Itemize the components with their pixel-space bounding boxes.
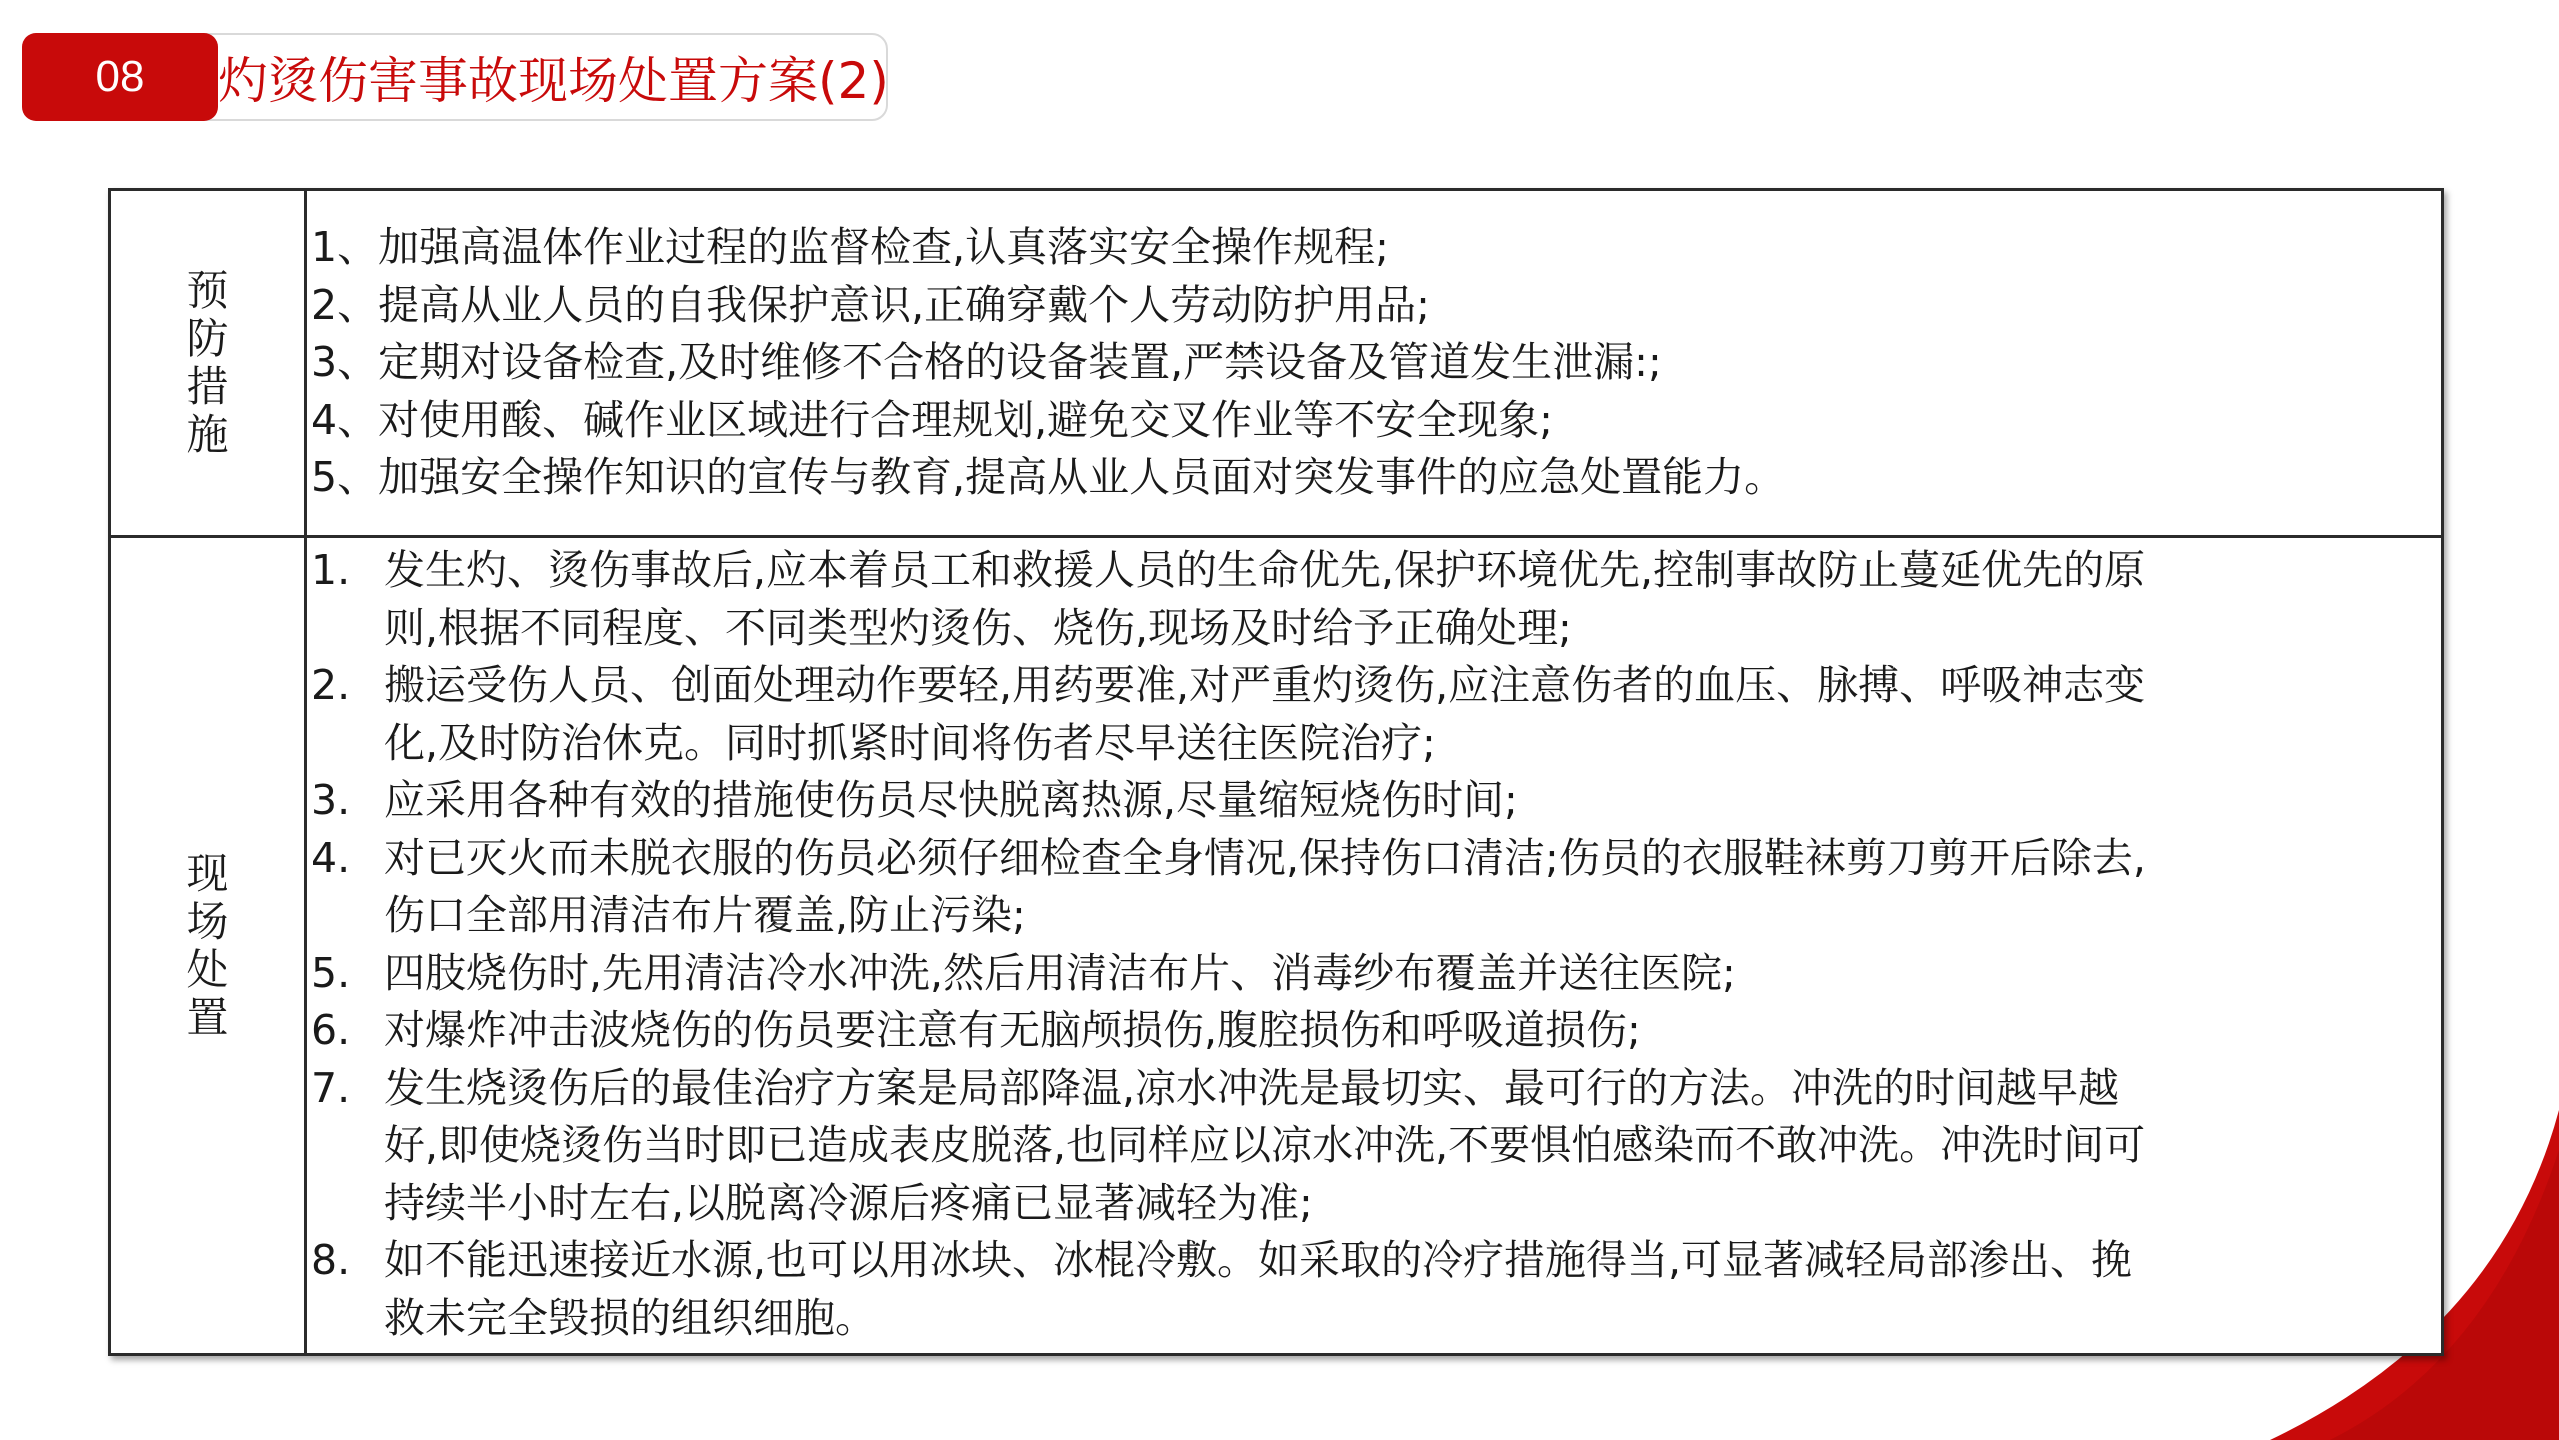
list-item	[311, 542, 2435, 657]
list-item: 3、定期对设备检查,及时维修不合格的设备装置,严禁设备及管道发生泄漏:;	[311, 338, 1662, 386]
item-line: 对爆炸冲击波烧伤的伤员要注意有无脑颅损伤,腹腔损伤和呼吸道损伤;	[384, 1006, 1641, 1054]
list-item	[311, 1232, 2435, 1347]
row-label-cell	[111, 191, 307, 535]
item-line: 应采用各种有效的措施使伤员尽快脱离热源,尽量缩短烧伤时间;	[384, 776, 1518, 824]
list-item: 4、对使用酸、碱作业区域进行合理规划,避免交叉作业等不安全现象;	[311, 395, 1553, 444]
item-number: 1.	[311, 546, 351, 594]
item-number: 8.	[311, 1236, 351, 1284]
row-label: 预防措施	[186, 266, 229, 459]
section-number-badge: 08	[22, 33, 218, 121]
item-number: 5.	[311, 948, 351, 997]
table-row-onsite	[111, 538, 2441, 1353]
item-number: 3.	[311, 776, 351, 824]
item-line: 则,根据不同程度、不同类型灼烫伤、烧伤,现场及时给予正确处理;	[384, 603, 1572, 652]
item-line: 发生灼、烫伤事故后,应本着员工和救援人员的生命优先,保护环境优先,控制事故防止蔓延优先的原	[384, 546, 2146, 594]
item-line: 如不能迅速接近水源,也可以用冰块、冰棍冷敷。如采取的冷疗措施得当,可显著减轻局部渗出、挽	[384, 1236, 2133, 1284]
list-item	[311, 657, 2435, 772]
row-label-cell	[111, 538, 307, 1353]
item-line: 搬运受伤人员、创面处理动作要轻,用药要准,对严重灼烫伤,应注意伤者的血压、脉搏、呼吸神志变	[384, 661, 2146, 709]
list-item	[311, 772, 2435, 830]
procedure-table	[108, 188, 2444, 1356]
list-item: 2、提高从业人员的自我保护意识,正确穿戴个人劳动防护用品;	[311, 280, 1430, 329]
row-content-cell	[307, 191, 2441, 535]
item-line: 持续半小时左右,以脱离冷源后疼痛已显著减轻为准;	[384, 1178, 1313, 1227]
item-number: 6.	[311, 1006, 351, 1054]
item-line: 好,即使烧烫伤当时即已造成表皮脱落,也同样应以凉水冲洗,不要惧怕感染而不敢冲洗。冲洗时间可	[384, 1121, 2146, 1169]
list-item	[311, 1002, 2435, 1060]
row-content-cell	[307, 538, 2441, 1353]
table-row-prevention	[111, 191, 2441, 538]
list-item	[311, 1060, 2435, 1233]
item-number: 4.	[311, 833, 351, 882]
item-line: 对已灭火而未脱衣服的伤员必须仔细检查全身情况,保持伤口清洁;伤员的衣服鞋袜剪刀剪开后除去,	[384, 833, 2146, 882]
item-line: 四肢烧伤时,先用清洁冷水冲洗,然后用清洁布片、消毒纱布覆盖并送往医院;	[384, 948, 1736, 997]
item-line: 化,及时防治休克。同时抓紧时间将伤者尽早送往医院治疗;	[384, 718, 1436, 767]
item-line: 伤口全部用清洁布片覆盖,防止污染;	[384, 891, 1026, 939]
item-line: 救未完全毁损的组织细胞。	[384, 1293, 876, 1342]
list-item	[311, 945, 2435, 1003]
list-item: 1、加强高温体作业过程的监督检查,认真落实安全操作规程;	[311, 223, 1389, 271]
list-item	[311, 830, 2435, 945]
item-number: 7.	[311, 1063, 351, 1112]
list-item: 5、加强安全操作知识的宣传与教育,提高从业人员面对突发事件的应急处置能力。	[311, 453, 1786, 501]
row-label: 现场处置	[186, 848, 229, 1042]
page-title: 灼烫伤害事故现场处置方案(2)	[218, 52, 889, 110]
item-line: 发生烧烫伤后的最佳治疗方案是局部降温,凉水冲洗是最切实、最可行的方法。冲洗的时间越早越	[384, 1063, 2120, 1112]
item-number: 2.	[311, 661, 351, 709]
